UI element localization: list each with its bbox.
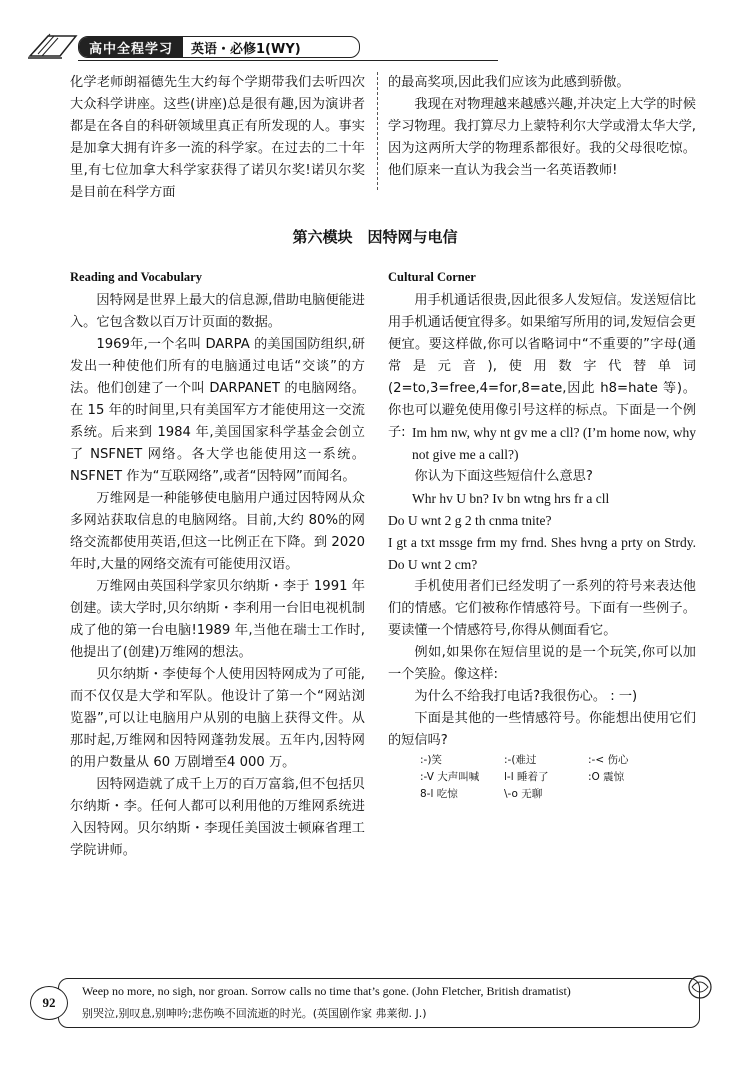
sms-sample-2: Do U wnt 2 g 2 th cnma tnite? (388, 513, 552, 528)
emoticon-item (588, 786, 672, 803)
quote-chinese: 别哭泣,别叹息,别呻吟;悲伤唤不回流逝的时光。(英国剧作家 弗莱彻. J.) (82, 1007, 427, 1020)
quote-english: Weep no more, no sigh, nor groan. Sorrow calls no time that’s gone. (John Fletcher, British dramatist) (82, 984, 571, 998)
series-title: 高中全程学习 (79, 37, 183, 57)
subject-title: 英语・必修1(WY) (191, 41, 301, 57)
left-paragraph-6: 因特网造就了成千上万的百万富翁,但不包括贝尔纳斯・李。任何人都可以利用他的万维网系统进入因特网。贝尔纳斯・李现任美国波士顿麻省理工学院讲师。 (70, 777, 365, 858)
right-paragraph-3: 例如,如果你在短信里说的是一个玩笑,你可以加一个笑脸。像这样: (388, 645, 696, 682)
section-title-cultural: Cultural Corner (388, 270, 476, 284)
right-paragraph-4: 为什么不给我打电话?我很伤心。 : 一) (414, 689, 638, 704)
top-right-paragraph-1: 的最高奖项,因此我们应该为此感到骄傲。 (388, 75, 630, 90)
left-paragraph-2: 1969年,一个名叫 DARPA 的美国国防组织,研发出一种使他们所有的电脑通过电话“交谈”的方法。他们创建了一个叫 DARPANET 的电脑网络。在 15 年的时间里,只有美国军方才能使用这一交流系统。后来到 1984 年,美国国家科学基金会创立了 NSFNET 网络。各大学也能使用这一系统。NSFNET 作为“互联网络”,或者“因特网”而闻名。 (70, 337, 365, 484)
sms-example-text: Im hm nw, why nt gv me a cll? (I’m home now, why not give me a call?) (412, 425, 696, 462)
top-right-paragraph-2: 我现在对物理越来越感兴趣,并决定上大学的时候学习物理。我打算尽力上蒙特利尔大学或滑太华大学,因为这两所大学的物理系都很好。我的父母很吃惊。他们原来一直认为我会当一名英语教师! (388, 97, 696, 178)
emoticon-row (420, 752, 690, 769)
right-paragraph-5: 下面是其他的一些情感符号。你能想出使用它们的短信吗? (388, 711, 696, 748)
right-paragraph-2: 手机使用者们已经发明了一系列的符号来表达他们的情感。它们被称作情感符号。下面有一些例子。要读懂一个情感符号,你得从侧面看它。 (388, 579, 696, 638)
emoticon-item: \-o 无聊 (504, 788, 543, 800)
emoticon-item: :-V 大声叫喊 (420, 771, 480, 783)
top-left-text: 化学老师朗福德先生大约每个学期带我们去听四次大众科学讲座。这些(讲座)总是很有趣,因为演讲者都是在各自的科研领域里真正有所发现的人。事实是加拿大拥有许多一流的科学家。在过去的二十年里,有七位加拿大科学家获得了诺贝尔奖!诺贝尔奖是目前在科学方面 (70, 75, 365, 200)
page-number: 92 (30, 986, 68, 1020)
sms-sample-1: Whr hv U bn? Iv bn wtng hrs fr a cll (412, 491, 610, 506)
left-paragraph-4: 万维网由英国科学家贝尔纳斯・李于 1991 年创建。读大学时,贝尔纳斯・李利用一台旧电视机制成了他的第一台电脑!1989 年,当他在瑞士工作时,他提出了(创建)万维网的想法。 (70, 579, 365, 660)
emoticon-item: 8-l 吃惊 (420, 788, 458, 800)
left-paragraph-3: 万维网是一种能够使电脑用户通过因特网从众多网站获取信息的电脑网络。目前,大约 80%的网络交流都使用英语,但这一比例正在下降。到 2020 年时,大量的网络交流有可能使用汉语。 (70, 491, 365, 572)
emoticon-row (420, 786, 690, 803)
header-rule (78, 60, 498, 61)
page-header (18, 28, 458, 62)
module-title: 第六模块 因特网与电信 (292, 228, 458, 246)
emoticon-item: :-(难过 (504, 754, 537, 766)
left-paragraph-5: 贝尔纳斯・李使每个人使用因特网成为了可能,而不仅仅是大学和军队。他设计了第一个“网站浏览器”,可以让电脑用户从别的电脑上获得文件。从那时起,万维网和因特网蓬勃发展。五年内,因特网的用户数量从 60 万剧增至4 000 万。 (70, 667, 365, 770)
emoticon-item: :-< 伤心 (588, 754, 629, 766)
emoticon-row (420, 769, 690, 786)
emoticon-item: :O 震惊 (588, 771, 625, 783)
series-banner (78, 36, 360, 58)
sms-example (388, 422, 696, 466)
question-text: 你认为下面这些短信什么意思? (414, 469, 593, 484)
emoticon-table (420, 752, 690, 803)
left-paragraph-1: 因特网是世界上最大的信息源,借助电脑便能进入。它包含数以百万计页面的数据。 (70, 293, 365, 330)
column-divider (377, 72, 378, 190)
page-footer (30, 972, 720, 1032)
emoticon-item: :-)笑 (420, 754, 442, 766)
scroll-decoration-icon (680, 972, 720, 1002)
section-title-reading: Reading and Vocabulary (70, 270, 202, 284)
sms-sample-3: I gt a txt mssge frm my frnd. Shes hvng a prty on Strdy. Do U wnt 2 cm? (388, 535, 696, 572)
emoticon-item: l-l 睡着了 (504, 771, 549, 783)
right-paragraph-1: 用手机通话很贵,因此很多人发短信。发送短信比用手机通话便宜得多。如果缩写所用的词,发短信会更便宜。要这样做,你可以省略词中“不重要的”字母(通常是元音),使用数字代替单词(2=to,3=free,4=for,8=ate,因此 h8=hate 等)。你也可以避免使用像引号这样的标点。下面是一个例子: (388, 293, 696, 440)
book-icon (26, 30, 82, 60)
